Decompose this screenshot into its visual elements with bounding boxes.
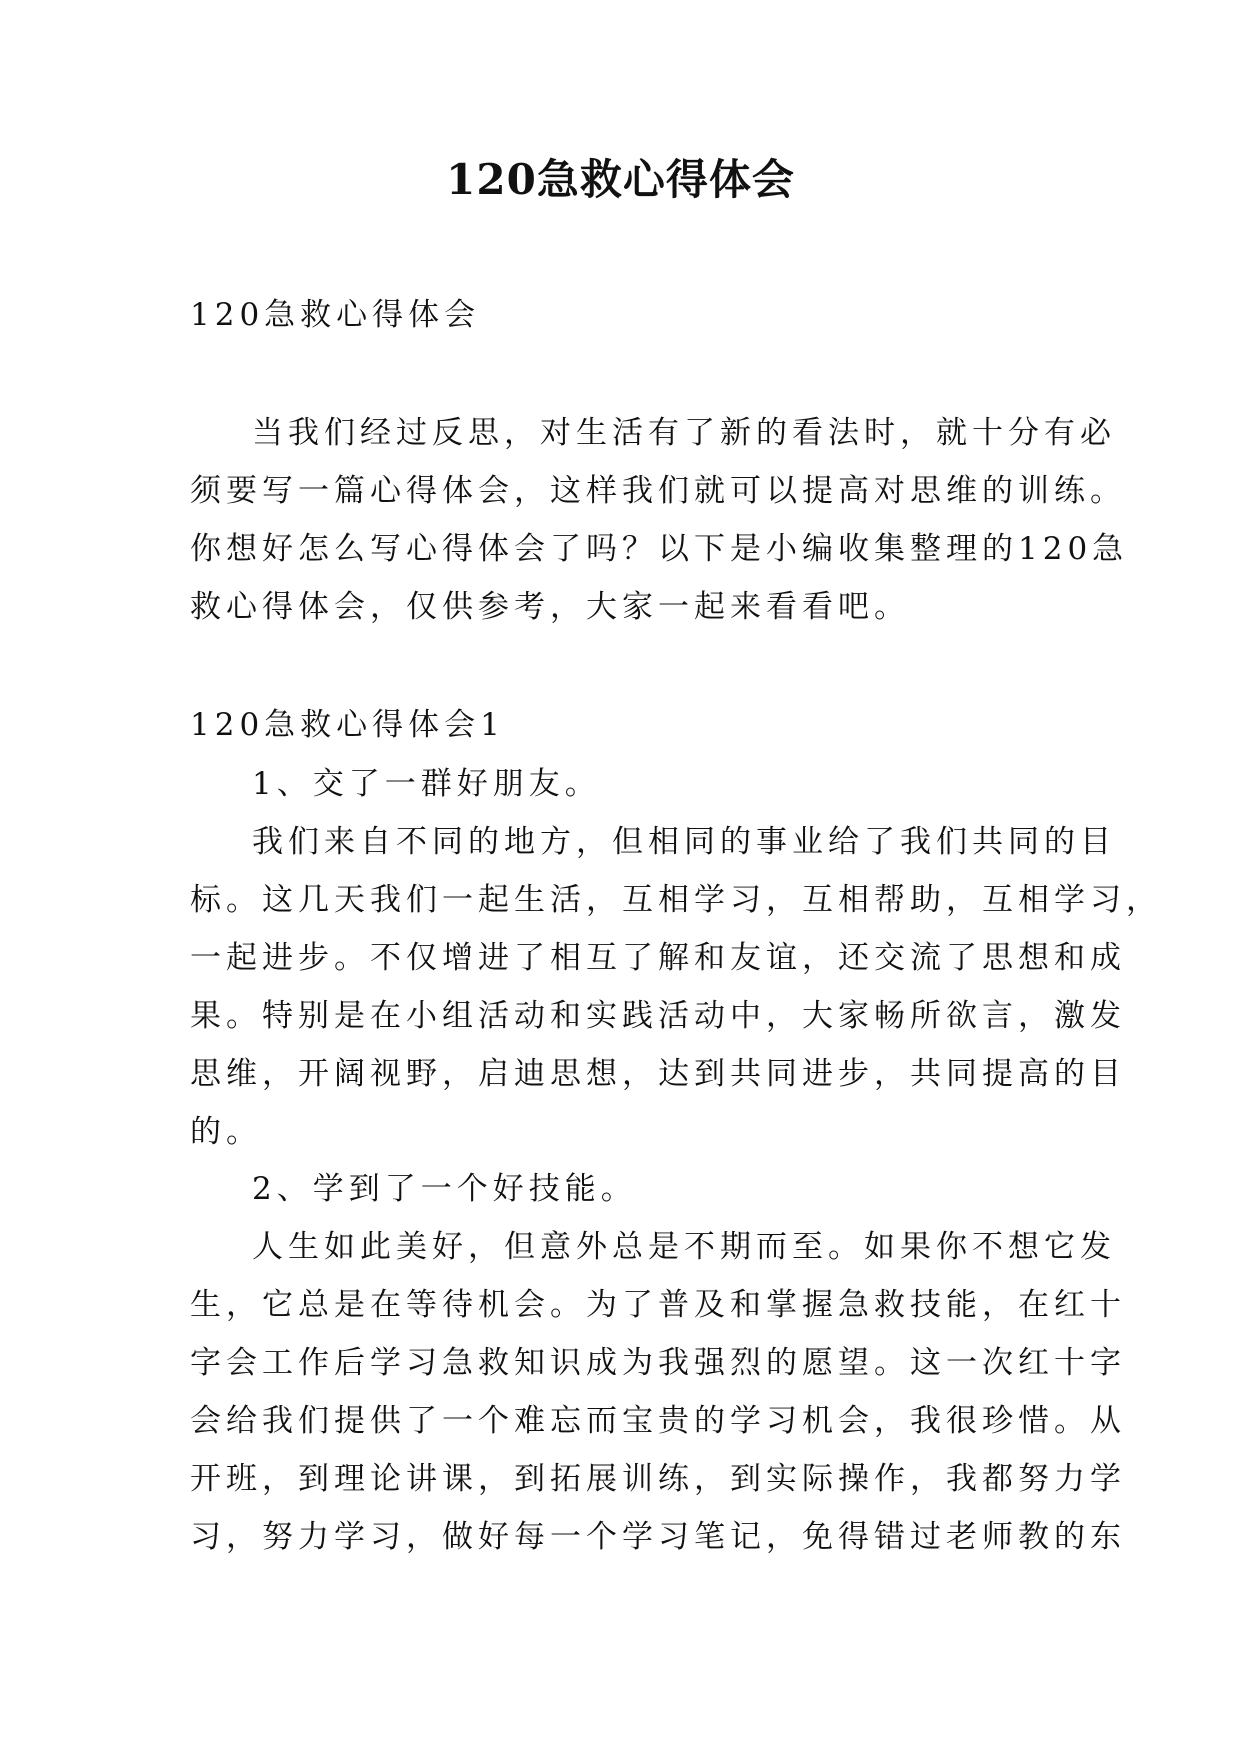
- paragraph-line: 字会工作后学习急救知识成为我强烈的愿望。这一次红十字: [190, 1345, 1126, 1381]
- section-heading: 120急救心得体会1: [190, 707, 505, 743]
- document-title: 120急救心得体会: [446, 155, 795, 204]
- intro-line: 当我们经过反思，对生活有了新的看法时，就十分有必: [252, 415, 1116, 451]
- intro-paragraph: [190, 404, 1129, 636]
- point-heading-2: 2、学到了一个好技能。: [252, 1171, 637, 1207]
- point-heading-1: 1、交了一群好朋友。: [252, 766, 601, 802]
- paragraph-line: 一起进步。不仅增进了相互了解和友谊，还交流了思想和成: [190, 940, 1126, 976]
- intro-line: 你想好怎么写心得体会了吗？以下是小编收集整理的120急: [190, 531, 1129, 567]
- paragraph-line: 我们来自不同的地方，但相同的事业给了我们共同的目: [252, 824, 1116, 860]
- intro-line: 救心得体会，仅供参考，大家一起来看看吧。: [190, 589, 910, 625]
- paragraph-line: 果。特别是在小组活动和实践活动中，大家畅所欲言，激发: [190, 998, 1126, 1034]
- paragraph-line: 开班，到理论讲课，到拓展训练，到实际操作，我都努力学: [190, 1461, 1126, 1497]
- document-subtitle: 120急救心得体会: [190, 297, 481, 333]
- paragraph-line: 标。这几天我们一起生活，互相学习，互相帮助，互相学习，: [190, 882, 1162, 918]
- paragraph-line: 的。: [190, 1114, 262, 1150]
- intro-line: 须要写一篇心得体会，这样我们就可以提高对思维的训练。: [190, 473, 1126, 509]
- paragraph-line: 会给我们提供了一个难忘而宝贵的学习机会，我很珍惜。从: [190, 1403, 1126, 1439]
- paragraph-line: 思维，开阔视野，启迪思想，达到共同进步，共同提高的目: [190, 1056, 1126, 1092]
- paragraph-2: [190, 1218, 1126, 1566]
- paragraph-line: 生，它总是在等待机会。为了普及和掌握急救技能，在红十: [190, 1287, 1126, 1323]
- paragraph-line: 人生如此美好，但意外总是不期而至。如果你不想它发: [252, 1229, 1116, 1265]
- paragraph-line: 习，努力学习，做好每一个学习笔记，免得错过老师教的东: [190, 1519, 1126, 1555]
- paragraph-1: [190, 813, 1162, 1161]
